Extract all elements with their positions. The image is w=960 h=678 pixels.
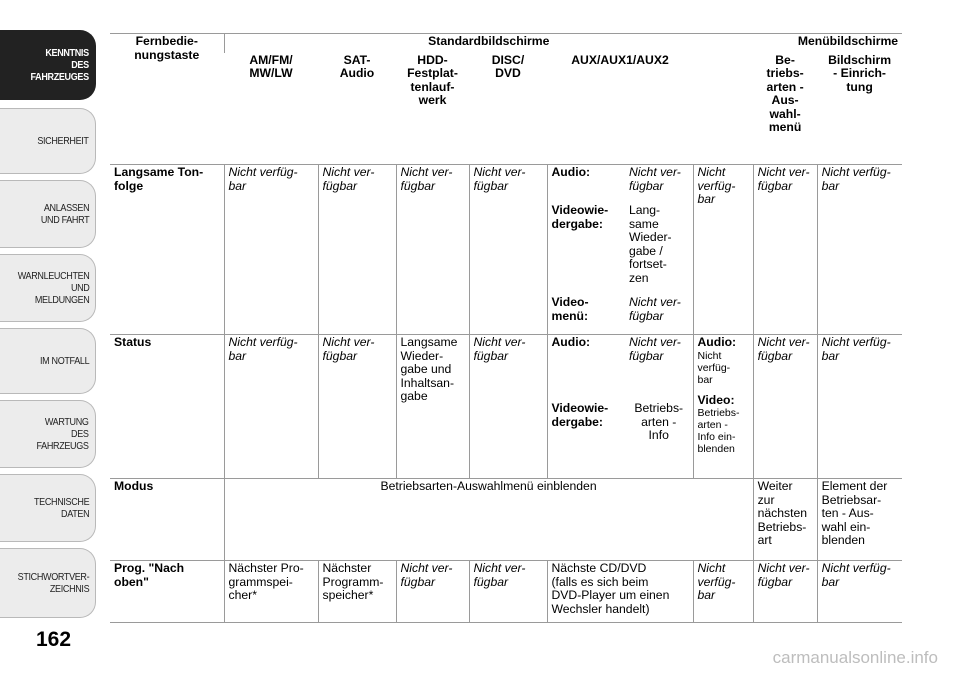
cell-aux xyxy=(547,335,693,479)
cell-sat-audio: Nächster Programm- speicher* xyxy=(318,561,396,623)
video-label: Videowie- dergabe: xyxy=(551,203,609,231)
cell-hdd: Nicht ver- fügbar xyxy=(396,561,469,623)
tab-warnleuchten[interactable]: WARNLEUCHTEN UND MELDUNGEN xyxy=(0,254,96,322)
video-value: Betriebs- arten - Info xyxy=(634,401,684,442)
row-prog-nach-oben xyxy=(110,561,902,623)
header-sat-audio: SAT- Audio xyxy=(339,52,375,80)
aux-video-label: Video: xyxy=(697,392,735,407)
video-label: Videowie- dergabe: xyxy=(551,401,609,429)
video-menu-label: Video- menü: xyxy=(551,295,589,323)
aux-audio-label: Audio: xyxy=(697,335,737,349)
cell-screen-setup: Nicht verfüg- bar xyxy=(817,165,902,335)
cell-mode-menu: Nicht ver- fügbar xyxy=(753,561,817,623)
cell-hdd: Langsame Wieder- gabe und Inhaltsan- gabe xyxy=(396,335,469,479)
cell-am-fm: Nächster Pro- grammspei- cher* xyxy=(224,561,318,623)
cell-sat-audio: Nicht ver- fügbar xyxy=(318,335,396,479)
header-empty xyxy=(693,53,753,165)
cell-am-fm: Nicht verfüg- bar xyxy=(224,335,318,479)
tab-sicherheit[interactable]: SICHERHEIT xyxy=(0,108,96,174)
aux-video-value: Betriebs- arten - Info ein- blenden xyxy=(697,407,740,455)
header-row-2 xyxy=(110,53,902,165)
tab-technische-daten[interactable]: TECHNISCHE DATEN xyxy=(0,474,96,542)
cell-aux: Nächste CD/DVD (falls es sich beim DVD-Player um einen Wechsler handelt) xyxy=(547,561,693,623)
row-label: Prog. "Nach oben" xyxy=(114,561,185,589)
audio-value: Nicht ver- fügbar xyxy=(628,335,681,363)
audio-value: Nicht ver- fügbar xyxy=(628,165,681,193)
remote-control-table xyxy=(110,33,902,623)
watermark-footer: carmanualsonline.info xyxy=(772,648,938,667)
cell-screen-setup: Nicht verfüg- bar xyxy=(817,335,902,479)
page-number: 162 xyxy=(36,628,72,651)
row-label: Langsame Ton- folge xyxy=(114,165,204,193)
cell-disc-dvd: Nicht ver- fügbar xyxy=(469,561,547,623)
tab-kenntnis[interactable]: KENNTNIS DES FAHRZEUGES xyxy=(0,30,96,100)
cell-mode-menu: Weiter zur nächsten Betriebs- art xyxy=(753,479,817,561)
chapter-tabs xyxy=(0,0,103,678)
header-menu-screens: Menübildschirme xyxy=(797,34,899,48)
header-standard-screens: Standardbildschirme xyxy=(224,34,753,53)
header-aux: AUX/AUX1/AUX2 xyxy=(571,52,669,67)
video-menu-value: Nicht ver- fügbar xyxy=(628,295,681,323)
row-status xyxy=(110,335,902,479)
audio-label: Audio: xyxy=(551,335,591,349)
cell-aux-extra: Nicht verfüg- bar xyxy=(693,165,753,335)
video-value: Lang- same Wieder- gabe / fortset- zen xyxy=(628,203,672,285)
aux-audio-value: Nicht verfüg- bar xyxy=(697,349,731,386)
tab-anlassen[interactable]: ANLASSEN UND FAHRT xyxy=(0,180,96,248)
row-label: Status xyxy=(114,335,152,349)
audio-label: Audio: xyxy=(551,165,591,179)
tab-stichwortverzeichnis[interactable]: STICHWORTVER- ZEICHNIS xyxy=(0,548,96,618)
header-am-fm: AM/FM/ MW/LW xyxy=(249,52,293,80)
cell-screen-setup: Element der Betriebsar- ten - Aus- wahl ein- blenden xyxy=(817,479,902,561)
header-disc-dvd: DISC/ DVD xyxy=(491,52,525,80)
header-row-1 xyxy=(110,34,902,53)
header-mode-menu: Be- triebs- arten - Aus- wahl- menü xyxy=(766,52,804,134)
cell-aux-extra xyxy=(693,335,753,479)
header-screen-setup: Bildschirm - Einrich- tung xyxy=(828,52,892,94)
tab-im-notfall[interactable]: IM NOTFALL xyxy=(0,328,96,394)
cell-am-fm: Nicht verfüg- bar xyxy=(224,165,318,335)
row-label: Modus xyxy=(114,479,154,493)
cell-mode-menu: Nicht ver- fügbar xyxy=(753,165,817,335)
cell-screen-setup: Nicht verfüg- bar xyxy=(817,561,902,623)
cell-aux xyxy=(547,165,693,335)
header-hdd: HDD- Festplat- tenlauf- werk xyxy=(407,52,458,107)
cell-hdd: Nicht ver- fügbar xyxy=(396,165,469,335)
header-remote-key: Fernbedie- nungstaste xyxy=(134,34,200,62)
cell-mode-menu: Nicht ver- fügbar xyxy=(753,335,817,479)
row-modus xyxy=(110,479,902,561)
cell-disc-dvd: Nicht ver- fügbar xyxy=(469,165,547,335)
cell-sat-audio: Nicht ver- fügbar xyxy=(318,165,396,335)
row-langsame-tonfolge xyxy=(110,165,902,335)
tab-wartung[interactable]: WARTUNG DES FAHRZEUGS xyxy=(0,400,96,468)
cell-disc-dvd: Nicht ver- fügbar xyxy=(469,335,547,479)
cell-aux-extra: Nicht verfüg- bar xyxy=(693,561,753,623)
cell-mode-span: Betriebsarten-Auswahlmenü einblenden xyxy=(224,479,753,561)
